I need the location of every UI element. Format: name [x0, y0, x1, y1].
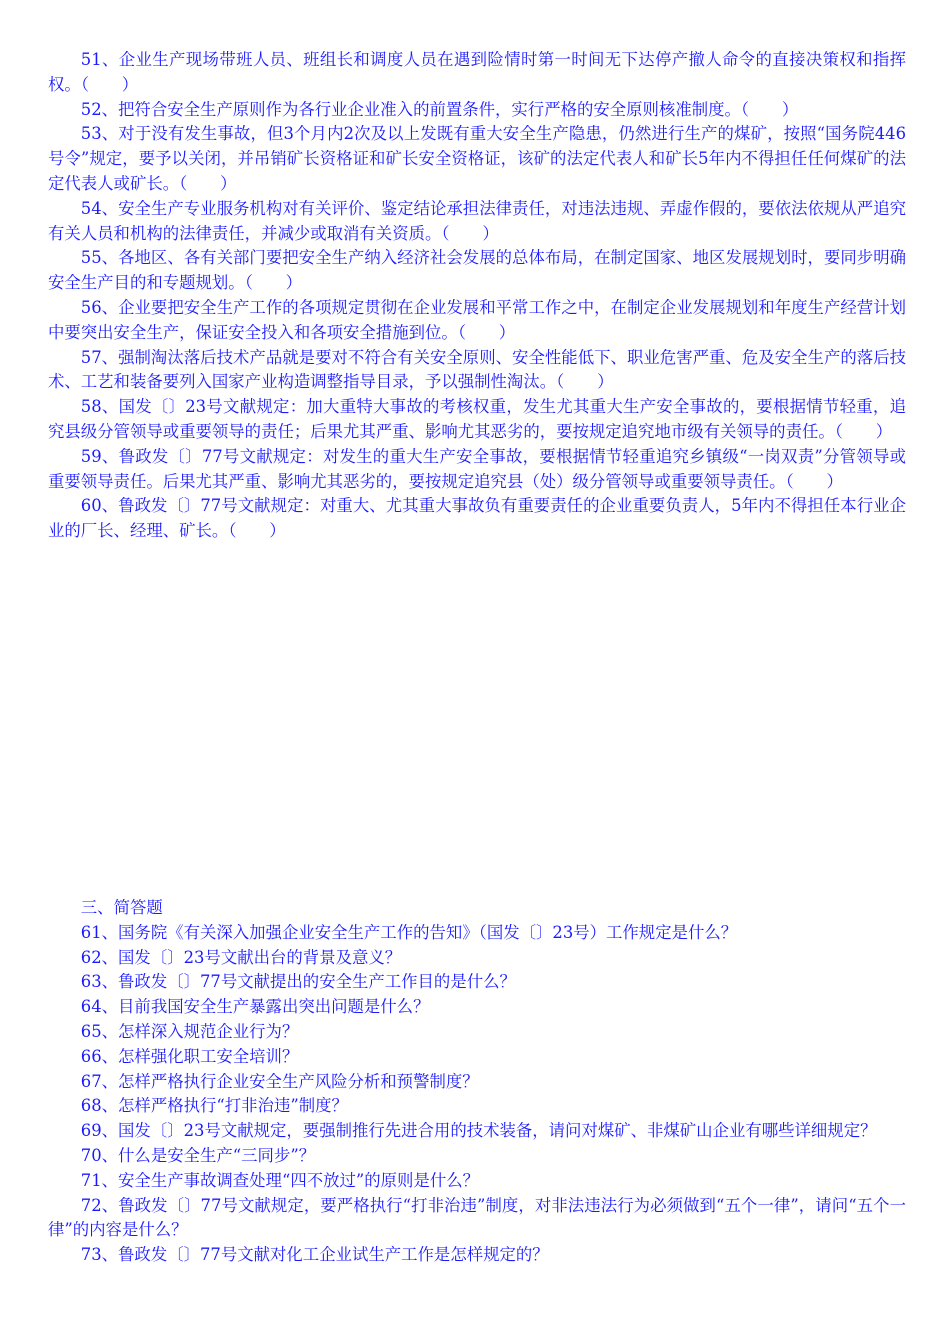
question-52: 52、把符合安全生产原则作为各行业企业准入的前置条件，实行严格的安全原则核准制度。（ ）	[80, 99, 799, 119]
question-61: 61、国务院《有关深入加强企业安全生产工作的告知》（国发〔〕23号）工作规定是什么？	[80, 922, 738, 942]
question-60: 60、鲁政发〔〕77号文献规定：对重大、尤其重大事故负有重要责任的企业重要负责人，5年内不得担任本行业企业的厂长、经理、矿长。（ ）	[48, 496, 906, 541]
judgement-questions	[48, 48, 906, 544]
question-58: 58、国发〔〕23号文献规定：加大重特大事故的考核权重，发生尤其重大生产安全事故的，要根据情节轻重，追究县级分管领导或重要领导的责任；后果尤其严重、影响尤其恶劣的，要按规定追究地市级有关领导的责任。（ ）	[48, 397, 906, 441]
question-65: 65、怎样深入规范企业行为？	[80, 1021, 299, 1041]
question-63: 63、鲁政发〔〕77号文献提出的安全生产工作目的是什么？	[80, 972, 516, 992]
section-title: 三、简答题	[80, 898, 163, 917]
short-answer-section	[48, 896, 906, 1268]
question-72: 72、鲁政发〔〕77号文献规定，要严格执行“打非治违”制度，对非法违法行为必须做到“五个一律”，请问“五个一律”的内容是什么？	[48, 1195, 906, 1240]
question-53: 53、对于没有发生事故，但3个月内2次及以上发既有重大安全生产隐患，仍然进行生产的煤矿，按照“国务院446号令”规定，要予以关闭，并吊销矿长资格证和矿长安全资格证，该矿的法定代表人和矿长5年内不得担任任何煤矿的法定代表人或矿长。（ ）	[48, 124, 906, 193]
question-59: 59、鲁政发〔〕77号文献规定：对发生的重大生产安全事故，要根据情节轻重追究乡镇级“一岗双责”分管领导或重要领导责任。后果尤其严重、影响尤其恶劣的，要按规定追究县（处）级分管领导或重要领导责任。（ ）	[48, 446, 906, 491]
question-64: 64、目前我国安全生产暴露出突出问题是什么？	[80, 997, 430, 1017]
question-67: 67、怎样严格执行企业安全生产风险分析和预警制度？	[80, 1071, 479, 1091]
question-71: 71、安全生产事故调查处理“四不放过”的原则是什么？	[80, 1170, 480, 1190]
question-69: 69、国发〔〕23号文献规定，要强制推行先进合用的技术装备，请问对煤矿、非煤矿山企业有哪些详细规定？	[80, 1121, 877, 1141]
question-73: 73、鲁政发〔〕77号文献对化工企业试生产工作是怎样规定的？	[80, 1245, 549, 1265]
question-70: 70、什么是安全生产“三同步”？	[80, 1145, 316, 1165]
question-57: 57、强制淘汰落后技术产品就是要对不符合有关安全原则、安全性能低下、职业危害严重、危及安全生产的落后技术、工艺和装备要列入国家产业构造调整指导目录，予以强制性淘汰。（ ）	[48, 347, 906, 392]
question-55: 55、各地区、各有关部门要把安全生产纳入经济社会发展的总体布局，在制定国家、地区发展规划时，要同步明确安全生产目的和专题规划。（ ）	[48, 248, 906, 293]
question-51: 51、企业生产现场带班人员、班组长和调度人员在遇到险情时第一时间无下达停产撤人命令的直接决策权和指挥权。（ ）	[48, 50, 906, 94]
question-56: 56、企业要把安全生产工作的各项规定贯彻在企业发展和平常工作之中，在制定企业发展规划和年度生产经营计划中要突出安全生产，保证安全投入和各项安全措施到位。（ ）	[48, 297, 906, 342]
question-54: 54、安全生产专业服务机构对有关评价、鉴定结论承担法律责任，对违法违规、弄虚作假的，要依法依规从严追究有关人员和机构的法律责任，并减少或取消有关资质。（ ）	[48, 198, 906, 243]
question-66: 66、怎样强化职工安全培训？	[80, 1046, 299, 1066]
question-68: 68、怎样严格执行“打非治违”制度？	[80, 1096, 348, 1116]
question-62: 62、国发〔〕23号文献出台的背景及意义？	[80, 947, 402, 967]
